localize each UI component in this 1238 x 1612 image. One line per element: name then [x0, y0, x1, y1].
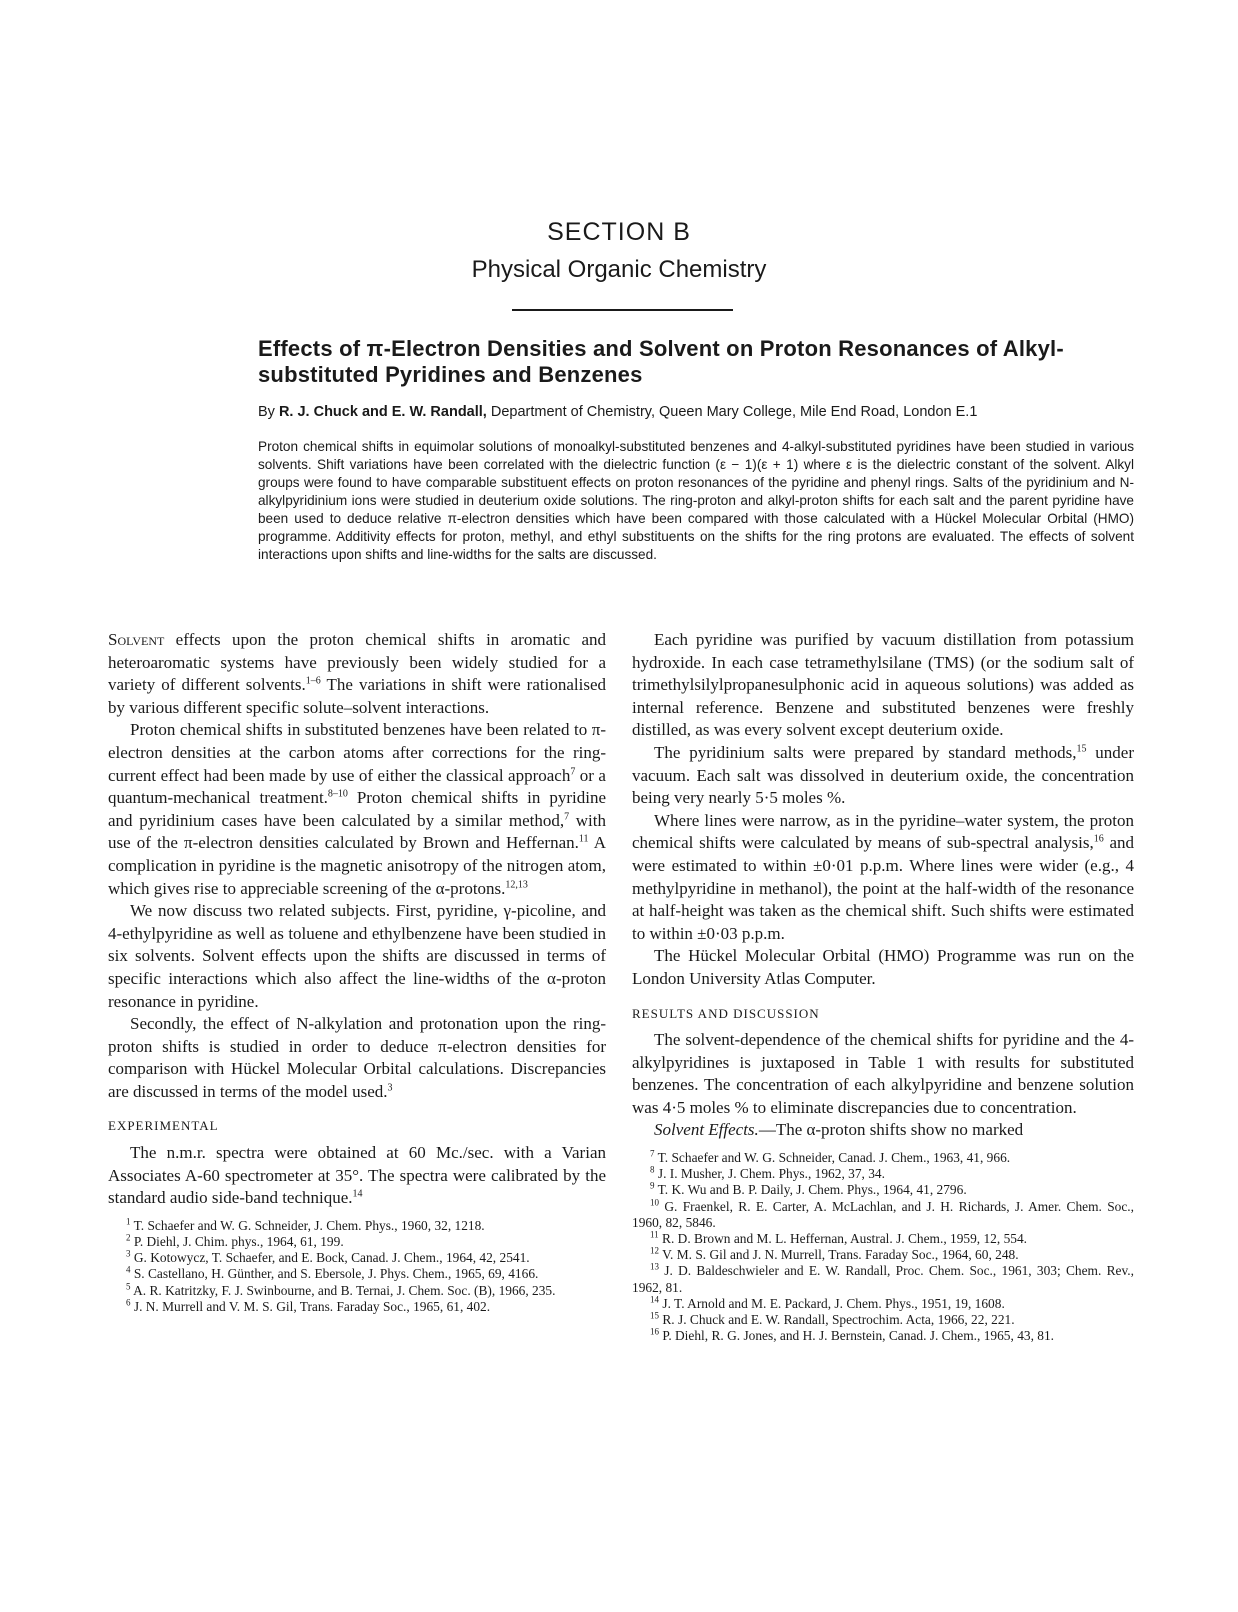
footnote-text: J. T. Arnold and M. E. Packard, J. Chem. Phys., 1951, 19, 1608.: [662, 1295, 1005, 1311]
text-run: A complication in pyridine is the magnetic anisotropy of the nitrogen atom, which gives rise to appreciable screening of the α-protons.: [108, 833, 606, 898]
footnote-number: 1: [126, 1216, 131, 1227]
footnote-number: 14: [650, 1294, 659, 1305]
footnote: [632, 1296, 1134, 1312]
abstract: Proton chemical shifts in equimolar solutions of monoalkyl-substituted benzenes and 4-alkyl-substituted pyridines have been studied in various solvents. Shift variations have been correlated with the dielectric function (ε − 1)(ε + 1) where ε is the dielectric constant of the solvent. Alkyl groups were found to have comparable substituent effects on proton resonances of the pyridine and phenyl rings. Salts of the pyridinium and N-alkylpyridinium ions were studied in deuterium oxide solutions. The ring-proton and alkyl-proton shifts for each salt and the parent pyridine have been used to deduce relative π-electron densities which have been compared with those calculated with a Hückel Molecular Orbital (HMO) programme. Additivity effects for proton, methyl, and ethyl substituents on the shifts for the ring protons are evaluated. The effects of solvent interactions upon shifts and line-widths for the salts are discussed.: [258, 439, 1134, 562]
footnote-text: G. Fraenkel, R. E. Carter, A. McLachlan, and J. H. Richards, J. Amer. Chem. Soc., 1960, 82, 5846.: [632, 1198, 1134, 1230]
text-run: The variations in shift were rationalised by various different specific solute–solvent interactions.: [108, 675, 606, 717]
citation: 1–6: [305, 675, 321, 687]
footnote: [632, 1199, 1134, 1231]
citation: 12,13: [505, 878, 528, 890]
citation: 3: [387, 1082, 393, 1094]
title-divider: [512, 309, 733, 311]
footnote: [108, 1250, 606, 1266]
paragraph: We now discuss two related subjects. First, pyridine, γ-picoline, and 4-ethylpyridine as well as toluene and ethylbenzene have been studied in six solvents. Solvent effects upon the shifts are discussed in terms of specific interactions which also affect the line-widths of the α-proton resonance in pyridine.: [108, 901, 606, 1011]
footnote-number: 13: [650, 1262, 659, 1273]
text-run: Proton chemical shifts in pyridine and pyridinium cases have been calculated by a similar method,: [108, 788, 606, 830]
text-run: The pyridinium salts were prepared by standard methods,: [654, 742, 1077, 762]
text-run: Secondly, the effect of N-alkylation and protonation upon the ring-proton shifts is studied in order to deduce π-electron densities for comparison with Hückel Molecular Orbital calculations. Discrepancies are discussed in terms of the model used.: [108, 1014, 606, 1101]
footnote: [632, 1166, 1134, 1182]
footnotes-left: [108, 1218, 606, 1315]
footnote-text: P. Diehl, J. Chim. phys., 1964, 61, 199.: [133, 1234, 344, 1250]
footnote-text: G. Kotowycz, T. Schaefer, and E. Bock, Canad. J. Chem., 1964, 42, 2541.: [133, 1250, 530, 1266]
footnote: [632, 1247, 1134, 1263]
footnote-number: 3: [126, 1248, 131, 1259]
footnote: [632, 1312, 1134, 1328]
right-column: [632, 629, 1134, 1345]
citation: 15: [1076, 743, 1087, 755]
left-column: [108, 629, 606, 1315]
citation: 7: [570, 765, 576, 777]
authors: R. J. Chuck and E. W. Randall,: [278, 404, 487, 420]
footnote-number: 10: [650, 1197, 659, 1208]
footnote-text: T. K. Wu and B. P. Daily, J. Chem. Phys., 1964, 41, 2796.: [657, 1182, 967, 1198]
heading-experimental: EXPERIMENTAL: [108, 1118, 219, 1134]
section-title: SECTION B: [547, 218, 691, 246]
paragraph: [632, 1119, 1134, 1142]
heading-results: RESULTS AND DISCUSSION: [632, 1005, 820, 1021]
citation: 16: [1093, 833, 1104, 845]
footnote-text: R. J. Chuck and E. W. Randall, Spectrochim. Acta, 1966, 22, 221.: [662, 1312, 1015, 1328]
paragraph: [632, 810, 1134, 946]
footnote-text: J. D. Baldeschwieler and E. W. Randall, Proc. Chem. Soc., 1961, 303; Chem. Rev., 1962, 81.: [632, 1263, 1134, 1295]
text-run: The n.m.r. spectra were obtained at 60 Mc./sec. with a Varian Associates A-60 spectrometer at 35°. The spectra were calibrated by the standard audio side-band technique.: [108, 1143, 606, 1208]
byline: [258, 404, 1134, 420]
footnote: [632, 1150, 1134, 1166]
citation: 7: [564, 811, 570, 823]
text-run: Where lines were narrow, as in the pyridine–water system, the proton chemical shifts were calculated by means of sub-spectral analysis,: [632, 810, 1134, 853]
footnote: [108, 1283, 606, 1299]
paragraph: [632, 742, 1134, 810]
footnote-number: 7: [650, 1148, 655, 1159]
footnote: [108, 1299, 606, 1315]
paragraph: The Hückel Molecular Orbital (HMO) Programme was run on the London University Atlas Computer.: [632, 946, 1134, 988]
footnote-number: 2: [126, 1232, 131, 1243]
footnote: [108, 1218, 606, 1234]
text-run: Proton chemical shifts in substituted benzenes have been related to π-electron densities at the carbon atoms after corrections for the ring-current effect had been made by use of either the classical approach: [108, 720, 606, 785]
footnote-text: J. I. Musher, J. Chem. Phys., 1962, 37, 34.: [657, 1166, 885, 1182]
footnote-text: V. M. S. Gil and J. N. Murrell, Trans. Faraday Soc., 1964, 60, 248.: [662, 1247, 1019, 1263]
footnote: [108, 1234, 606, 1250]
footnote: [632, 1231, 1134, 1247]
footnote-text: P. Diehl, R. G. Jones, and H. J. Bernstein, Canad. J. Chem., 1965, 43, 81.: [662, 1328, 1055, 1344]
citation: 11: [578, 833, 589, 845]
paragraph-intro: [108, 629, 606, 719]
section-subtitle: Physical Organic Chemistry: [471, 256, 767, 283]
footnote-number: 15: [650, 1310, 659, 1321]
footnote-text: T. Schaefer and W. G. Schneider, Canad. J. Chem., 1963, 41, 966.: [657, 1150, 1011, 1166]
footnote: [108, 1266, 606, 1282]
paragraph: The solvent-dependence of the chemical shifts for pyridine and the 4-alkylpyridines is juxtaposed in Table 1 with results for substituted benzenes. The concentration of each alkylpyridine and benzene solution was 4·5 moles % to eliminate discrepancies due to concentration.: [632, 1030, 1134, 1117]
affiliation: Department of Chemistry, Queen Mary College, Mile End Road, London E.1: [490, 404, 978, 420]
footnote-number: 5: [126, 1281, 131, 1292]
footnote: [632, 1182, 1134, 1198]
footnote-number: 16: [650, 1326, 659, 1337]
paragraph: Each pyridine was purified by vacuum distillation from potassium hydroxide. In each case tetramethylsilane (TMS) (or the sodium salt of trimethylsilylpropanesulphonic acid in aqueous solutions) was added as internal reference. Benzene and substituted benzenes were freshly distilled, as was every solvent except deuterium oxide.: [632, 630, 1134, 740]
paragraph: [108, 719, 606, 900]
citation: 8–10: [327, 788, 348, 800]
paragraph: [108, 1013, 606, 1103]
paragraph: [108, 1142, 606, 1210]
footnote-number: 6: [126, 1297, 131, 1308]
footnote-text: J. N. Murrell and V. M. S. Gil, Trans. Faraday Soc., 1965, 61, 402.: [133, 1298, 491, 1314]
footnote-number: 9: [650, 1181, 655, 1191]
footnote-number: 8: [650, 1164, 655, 1175]
footnote: [632, 1263, 1134, 1295]
footnote-text: A. R. Katritzky, F. J. Swinbourne, and B. Ternai, J. Chem. Soc. (B), 1966, 235.: [133, 1282, 556, 1298]
byline-prefix: By: [258, 404, 275, 420]
citation: 14: [352, 1188, 363, 1200]
footnote: [632, 1328, 1134, 1344]
text-run: or a quantum-mechanical treatment.: [108, 765, 606, 808]
subheading: Solvent Effects.: [654, 1120, 759, 1140]
text-run: effects upon the proton chemical shifts in aromatic and heteroaromatic systems have previously been widely studied for a variety of different solvents.: [108, 630, 606, 695]
footnote-text: S. Castellano, H. Günther, and S. Ebersole, J. Phys. Chem., 1965, 69, 4166.: [133, 1266, 539, 1282]
text-run: under vacuum. Each salt was dissolved in deuterium oxide, the concentration being very nearly 5·5 moles %.: [632, 742, 1134, 808]
article-title: Effects of π-Electron Densities and Solvent on Proton Resonances of Alkyl-substituted Pyridines and Benzenes: [258, 336, 1064, 387]
footnote-text: T. Schaefer and W. G. Schneider, J. Chem. Phys., 1960, 32, 1218.: [133, 1217, 485, 1233]
footnote-number: 4: [126, 1264, 131, 1275]
text-run: with use of the π-electron densities calculated by Brown and Heffernan.: [108, 810, 606, 853]
lead-word: Solvent: [108, 630, 165, 649]
footnotes-right: [632, 1150, 1134, 1344]
footnote-number: 12: [650, 1245, 659, 1256]
footnote-number: 11: [650, 1229, 659, 1240]
text-run: and were estimated to within ±0·01 p.p.m. Where lines were wider (e.g., 4 methylpyridine in methanol), the point at the half-width of the resonance at half-height was taken as the chemical shift. Such shifts were estimated to within ±0·03 p.p.m.: [632, 833, 1134, 943]
footnote-text: R. D. Brown and M. L. Heffernan, Austral. J. Chem., 1959, 12, 554.: [662, 1231, 1028, 1247]
text-run: —The α-proton shifts show no marked: [758, 1120, 1024, 1140]
